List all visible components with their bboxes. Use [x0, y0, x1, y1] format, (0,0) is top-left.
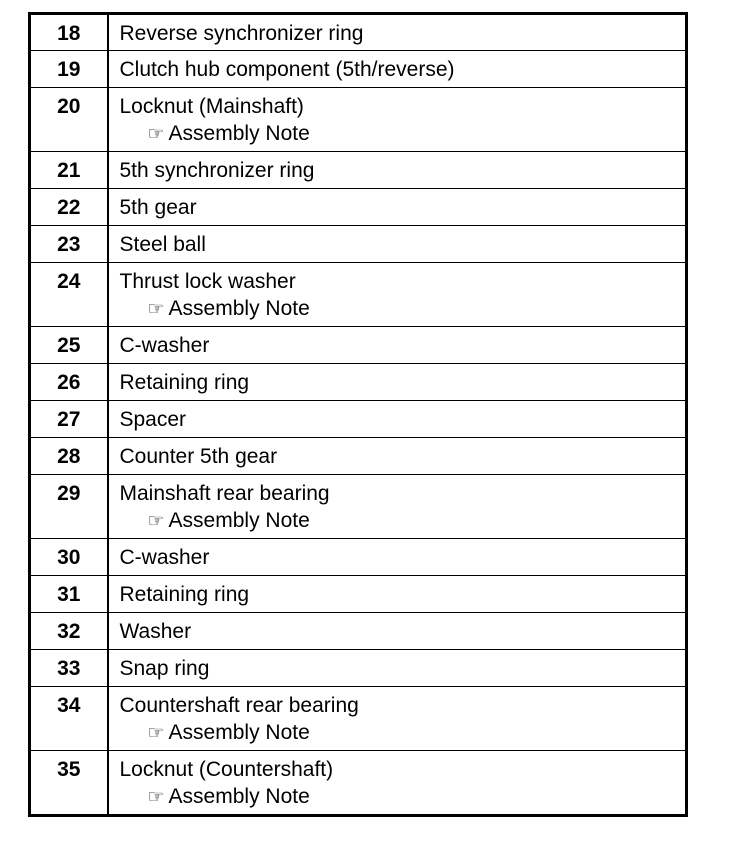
table-row	[30, 613, 687, 650]
assembly-note-reference	[120, 784, 686, 811]
part-description-cell	[108, 88, 687, 152]
part-name: 5th gear	[108, 189, 687, 226]
assembly-note-label: Assembly Note	[168, 122, 310, 145]
part-name: C-washer	[108, 327, 687, 364]
part-number: 25	[30, 327, 108, 364]
table-row	[30, 751, 687, 816]
part-number: 29	[30, 475, 108, 539]
part-name: Retaining ring	[108, 576, 687, 613]
parts-table	[28, 12, 688, 817]
table-row	[30, 189, 687, 226]
table-row	[30, 364, 687, 401]
table-row	[30, 51, 687, 88]
part-number: 28	[30, 438, 108, 475]
part-number: 22	[30, 189, 108, 226]
parts-table-body	[30, 14, 687, 816]
pointing-hand-icon: ☞	[147, 299, 165, 320]
part-description-cell	[108, 475, 687, 539]
part-name: Washer	[108, 613, 687, 650]
part-description-cell	[108, 687, 687, 751]
part-name: Counter 5th gear	[108, 438, 687, 475]
part-name: Mainshaft rear bearing	[119, 482, 330, 505]
part-description-cell	[108, 751, 687, 816]
table-row	[30, 14, 687, 51]
part-number: 20	[30, 88, 108, 152]
assembly-note-reference	[120, 720, 686, 747]
part-number: 34	[30, 687, 108, 751]
part-number: 33	[30, 650, 108, 687]
table-row	[30, 438, 687, 475]
part-number: 21	[30, 152, 108, 189]
table-row	[30, 263, 687, 327]
assembly-note-label: Assembly Note	[168, 509, 310, 532]
table-row	[30, 687, 687, 751]
table-row	[30, 226, 687, 263]
part-description-cell	[108, 263, 687, 327]
part-number: 23	[30, 226, 108, 263]
part-number: 18	[30, 14, 108, 51]
table-row	[30, 539, 687, 576]
table-row	[30, 650, 687, 687]
part-name: Locknut (Mainshaft)	[119, 95, 304, 118]
part-number: 27	[30, 401, 108, 438]
part-number: 30	[30, 539, 108, 576]
table-row	[30, 576, 687, 613]
assembly-note-reference	[120, 296, 686, 323]
part-number: 31	[30, 576, 108, 613]
part-number: 32	[30, 613, 108, 650]
assembly-note-reference	[120, 121, 686, 148]
part-name: Snap ring	[108, 650, 687, 687]
part-name: Reverse synchronizer ring	[108, 14, 687, 51]
part-number: 35	[30, 751, 108, 816]
table-row	[30, 327, 687, 364]
table-row	[30, 401, 687, 438]
table-row	[30, 88, 687, 152]
table-row	[30, 475, 687, 539]
part-name: C-washer	[108, 539, 687, 576]
assembly-note-label: Assembly Note	[168, 721, 310, 744]
part-name: 5th synchronizer ring	[108, 152, 687, 189]
assembly-note-label: Assembly Note	[168, 785, 310, 808]
part-name: Retaining ring	[108, 364, 687, 401]
pointing-hand-icon: ☞	[147, 124, 165, 145]
pointing-hand-icon: ☞	[147, 723, 165, 744]
pointing-hand-icon: ☞	[147, 787, 165, 808]
part-number: 26	[30, 364, 108, 401]
assembly-note-label: Assembly Note	[168, 297, 310, 320]
pointing-hand-icon: ☞	[147, 511, 165, 532]
part-name: Clutch hub component (5th/reverse)	[108, 51, 687, 88]
part-name: Steel ball	[108, 226, 687, 263]
part-name: Locknut (Countershaft)	[119, 758, 334, 781]
part-name: Spacer	[108, 401, 687, 438]
part-name: Thrust lock washer	[119, 270, 296, 293]
part-number: 24	[30, 263, 108, 327]
table-row	[30, 152, 687, 189]
assembly-note-reference	[120, 508, 686, 535]
part-number: 19	[30, 51, 108, 88]
part-name: Countershaft rear bearing	[119, 694, 359, 717]
